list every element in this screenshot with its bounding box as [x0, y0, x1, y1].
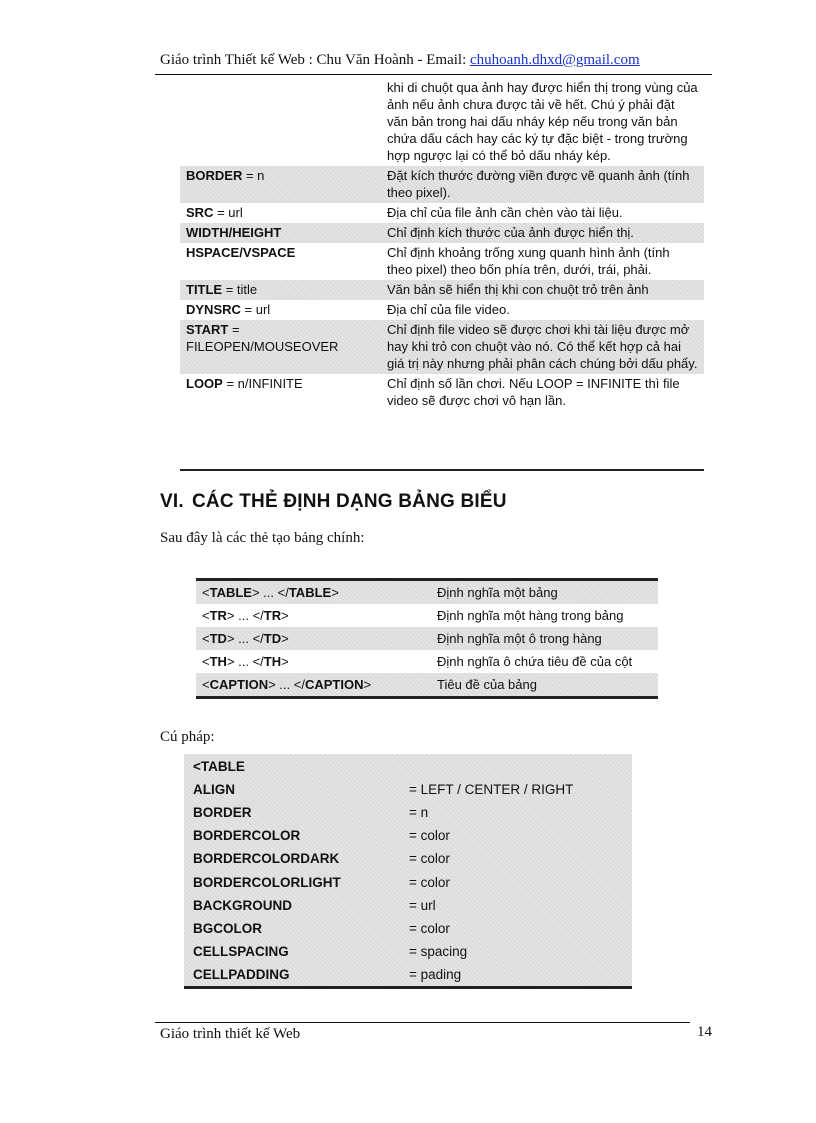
attribute-value: = n/INFINITE	[222, 376, 303, 391]
attribute-value: = url	[240, 302, 271, 317]
tag-close-bracket: >	[281, 631, 289, 646]
attribute-value: = n	[242, 168, 265, 183]
attribute-description: Địa chỉ của file ảnh cần chèn vào tài liệu.	[387, 205, 623, 220]
attribute-name-cell	[180, 224, 383, 241]
syntax-attribute: BORDERCOLOR	[193, 828, 301, 844]
syntax-value: = color	[409, 874, 450, 890]
tag-cell	[196, 677, 433, 692]
section-heading	[160, 491, 507, 513]
list-item	[184, 801, 632, 824]
page-header	[160, 52, 640, 69]
table-tags-table	[196, 578, 658, 699]
table-row	[180, 280, 704, 300]
tag-close-bracket: >	[281, 608, 289, 623]
tag-close-name: TH	[263, 654, 282, 669]
syntax-attribute: BORDERCOLORDARK	[193, 851, 340, 867]
attribute-name-cell	[180, 301, 383, 318]
syntax-value: = spacing	[409, 943, 468, 959]
syntax-attribute: ALIGN	[193, 782, 235, 798]
attribute-name-cell	[180, 167, 383, 201]
footer-rule	[155, 1022, 690, 1023]
syntax-attribute: BGCOLOR	[193, 920, 262, 936]
tag-open-name: TH	[209, 654, 227, 669]
list-item	[184, 824, 632, 847]
tag-description: Tiêu đề của bảng	[437, 677, 537, 692]
list-item	[184, 963, 632, 986]
tag-ellipsis: > ... </	[226, 608, 264, 623]
attribute-name: WIDTH/HEIGHT	[186, 225, 282, 240]
attribute-name: DYNSRC	[186, 302, 241, 317]
header-text: Giáo trình Thiết kế Web : Chu Văn Hoành - Email:	[160, 52, 470, 68]
table-row	[196, 604, 658, 627]
tag-open-name: CAPTION	[209, 677, 269, 692]
table-row	[180, 300, 704, 320]
section-number: VI.	[160, 491, 184, 512]
tag-description: Định nghĩa ô chứa tiêu đề của cột	[437, 654, 633, 669]
attribute-description: khi di chuột qua ảnh hay được hiển thị trong vùng của ảnh nếu ảnh chưa được tải về hết. Chú ý phải đặt văn bản trong hai dấu nháy kép nếu trong văn bản chứa dấu cách hay các ký tự đặc biệt - trong trường hợp ngược lại có thể bỏ dấu nháy kép.	[387, 80, 698, 163]
list-item	[184, 917, 632, 940]
attribute-description: Chỉ định kích thước của ảnh được hiển thị.	[387, 225, 634, 240]
list-item	[184, 940, 632, 963]
tag-close-bracket: >	[331, 585, 339, 600]
tag-open-name: TABLE	[209, 585, 252, 600]
syntax-attribute: BORDER	[193, 805, 252, 821]
syntax-attribute: <TABLE	[193, 759, 245, 775]
attribute-name: TITLE	[186, 282, 223, 297]
tag-description: Định nghĩa một hàng trong bảng	[437, 608, 624, 623]
table-row	[180, 243, 704, 280]
tag-open-name: TD	[209, 631, 227, 646]
attribute-description: Đặt kích thước đường viền được vẽ quanh ảnh (tính theo pixel).	[387, 168, 690, 200]
tag-cell	[196, 608, 433, 623]
attribute-description: Chỉ định khoảng trống xung quanh hình ảnh (tính theo pixel) theo bốn phía trên, dưới, trái, phải.	[387, 245, 670, 277]
tag-cell	[196, 654, 433, 669]
table-row	[196, 627, 658, 650]
syntax-attribute: BORDERCOLORLIGHT	[193, 874, 341, 890]
attribute-name-cell	[180, 281, 383, 298]
table-row	[180, 166, 704, 203]
attribute-name: BORDER	[186, 168, 243, 183]
tag-close-bracket: >	[363, 677, 372, 692]
header-rule	[155, 74, 712, 75]
tag-ellipsis: > ... </	[226, 631, 264, 646]
tag-close-name: CAPTION	[304, 677, 364, 692]
tag-close-name: TABLE	[288, 585, 332, 600]
syntax-value: = n	[409, 805, 429, 821]
tag-description: Định nghĩa một ô trong hàng	[437, 631, 602, 646]
table-row	[196, 581, 658, 604]
attribute-description: Chỉ định số lần chơi. Nếu LOOP = INFINITE thì file video sẽ được chơi vô hạn lần.	[387, 376, 680, 408]
tag-close-name: TR	[263, 608, 282, 623]
table-row	[180, 374, 704, 411]
list-item	[184, 870, 632, 893]
attribute-description: Chỉ định file video sẽ được chơi khi tài liệu được mở hay khi trỏ con chuột vào nó. Có thể kết hợp cả hai giá trị này nhưng phải phân cách chúng bởi dấu phẩy.	[387, 322, 698, 371]
syntax-attribute: CELLSPACING	[193, 943, 289, 959]
table-row	[180, 223, 704, 243]
attribute-description: Văn bản sẽ hiển thị khi con chuột trỏ trên ảnh	[387, 282, 649, 297]
table-row	[180, 320, 704, 374]
tag-open-bracket: <	[202, 654, 210, 669]
tag-open-bracket: <	[202, 631, 210, 646]
attribute-value: = title	[222, 282, 258, 297]
tag-ellipsis: > ... </	[226, 654, 264, 669]
list-item	[184, 755, 632, 778]
syntax-value: = color	[409, 920, 450, 936]
attribute-value: = FILEOPEN/MOUSEOVER	[186, 322, 339, 354]
tag-close-bracket: >	[281, 654, 289, 669]
attribute-name: LOOP	[186, 376, 223, 391]
attribute-name: SRC	[186, 205, 214, 220]
attribute-name-cell	[180, 244, 383, 278]
section-title: CÁC THẺ ĐỊNH DẠNG BẢNG BIỂU	[192, 491, 507, 512]
tag-open-bracket: <	[202, 677, 210, 692]
list-item	[184, 778, 632, 801]
syntax-value: = color	[409, 828, 450, 844]
attribute-name-cell	[180, 79, 383, 164]
syntax-value: = LEFT / CENTER / RIGHT	[409, 782, 574, 798]
attribute-name: START	[186, 322, 229, 337]
syntax-box	[184, 754, 632, 989]
syntax-value: = url	[409, 897, 436, 913]
table-row	[196, 650, 658, 673]
table-row	[180, 78, 704, 166]
section-intro: Sau đây là các thẻ tạo bảng chính:	[160, 530, 365, 546]
page-number: 14	[697, 1024, 712, 1040]
tag-description: Định nghĩa một bảng	[437, 585, 558, 600]
tag-cell	[196, 585, 433, 600]
attribute-value: = url	[213, 205, 243, 220]
img-attribute-table	[180, 78, 704, 411]
tag-ellipsis: > ... </	[251, 585, 289, 600]
email-link[interactable]: chuhoanh.dhxd@gmail.com	[470, 52, 640, 68]
tag-ellipsis: > ... </	[268, 677, 305, 692]
tag-open-bracket: <	[202, 585, 210, 600]
list-item	[184, 847, 632, 870]
tag-cell	[196, 631, 433, 646]
list-item	[184, 894, 632, 917]
syntax-attribute: CELLPADDING	[193, 966, 290, 982]
syntax-attribute: BACKGROUND	[193, 897, 292, 913]
attr-table-bottom-rule	[180, 469, 704, 471]
attribute-name-cell	[180, 375, 383, 409]
syntax-value: = color	[409, 851, 450, 867]
syntax-label: Cú pháp:	[160, 729, 215, 745]
attribute-name-cell	[180, 204, 383, 221]
tag-close-name: TD	[263, 631, 282, 646]
tag-open-name: TR	[209, 608, 227, 623]
attribute-description: Địa chỉ của file video.	[387, 302, 510, 317]
footer-title: Giáo trình thiết kế Web	[160, 1026, 301, 1042]
attribute-name: HSPACE/VSPACE	[186, 245, 296, 260]
tag-open-bracket: <	[202, 608, 210, 623]
syntax-value: = pading	[409, 966, 462, 982]
table-row	[196, 673, 658, 696]
table-row	[180, 203, 704, 223]
attribute-name-cell	[180, 321, 383, 372]
